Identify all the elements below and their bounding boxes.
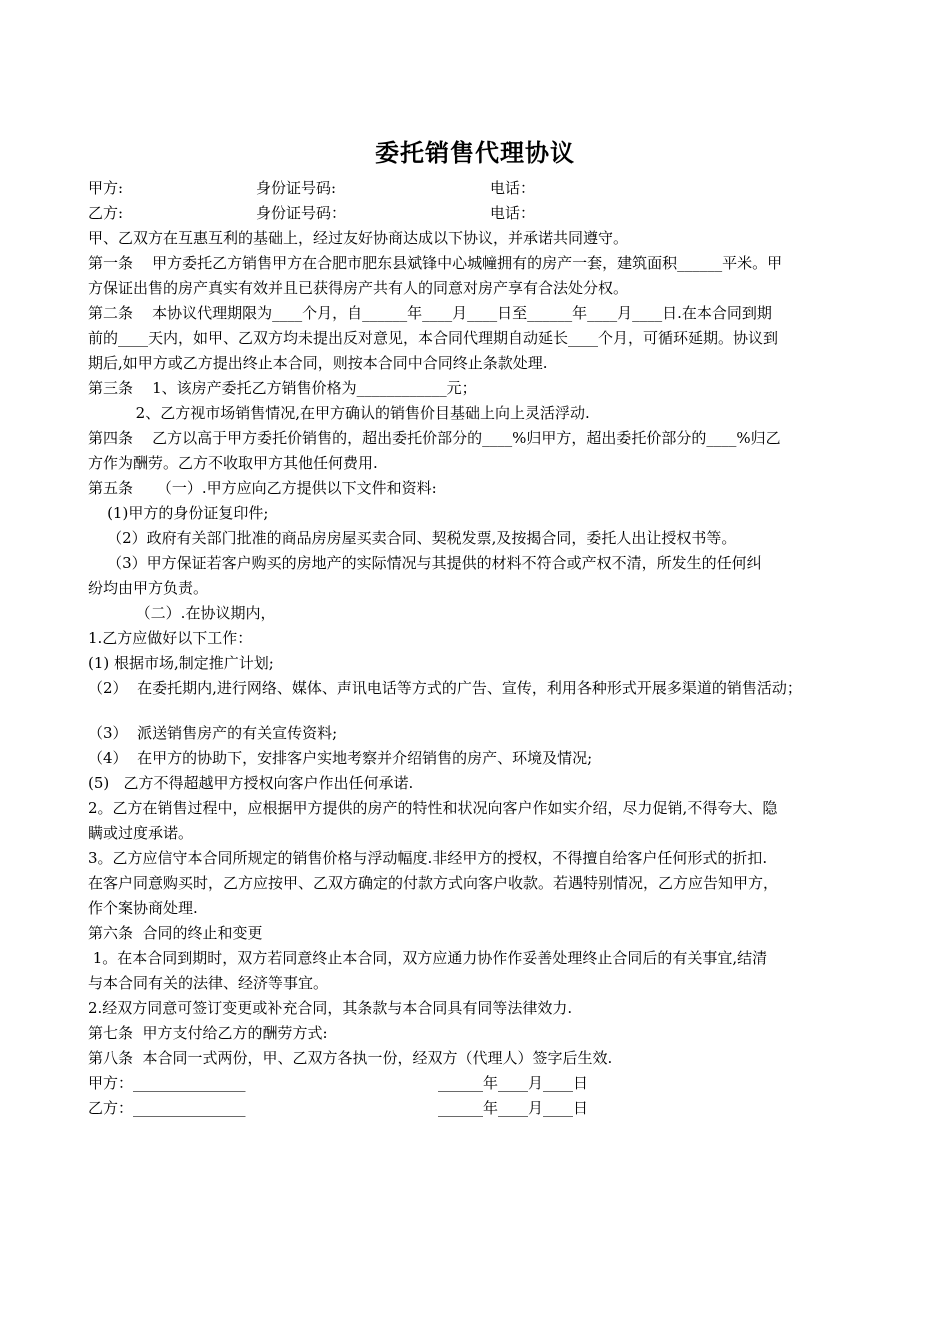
signature-date-a: ______年____月____日 [438,1074,589,1092]
document-title: 委托销售代理协议 [375,138,575,167]
article-5-section-2-heading: （二）.在协议期内， [88,604,276,622]
article-6-heading: 第六条 合同的终止和变更 [88,924,263,942]
duty-1-heading: 1.乙方应做好以下工作： [88,629,253,647]
duty-3-line-2: 在客户同意购买时，乙方应按甲、乙双方确定的付款方式向客户收款。若遇特别情况，乙方应告知甲方， [88,874,779,892]
duty-1-item-4: （4） 在甲方的协助下，安排客户实地考察并介绍销售的房产、环境及情况; [88,749,593,767]
article-8: 第八条 本合同一式两份，甲、乙双方各执一份，经双方（代理人）签字后生效. [88,1049,613,1067]
duty-2-line-1: 2。乙方在销售过程中，应根据甲方提供的房产的特性和状况向客户作如实介绍，尽力促销,不得夸大、隐 [88,799,778,817]
duty-3-line-3: 作个案协商处理. [88,899,198,917]
party-a-phone-label: 电话： [490,179,536,197]
party-a-label: 甲方: [88,179,124,197]
duty-3-line-1: 3。乙方应信守本合同所规定的销售价格与浮动幅度.非经甲方的授权，不得擅自给客户任何形式的折扣. [88,849,768,867]
article-5-item-3-line-2: 纷均由甲方负责。 [88,579,209,597]
party-b-label: 乙方: [88,204,124,222]
signature-party-a: 甲方：_______________ [88,1074,246,1092]
article-2-line-1: 第二条 本协议代理期限为____个月，自______年____月____日至______年____月____日.在本合同到期 [88,304,772,322]
article-6-item-1-line-1: 1。在本合同到期时，双方若同意终止本合同，双方应通力协作作妥善处理终止合同后的有关事宜,结清 [88,949,768,967]
duty-1-item-2: （2） 在委托期内,进行网络、媒体、声讯电话等方式的广告、宣传，利用各种形式开展多渠道的销售活动； [88,679,802,697]
article-5-item-3-line-1: （3）甲方保证若客户购买的房地产的实际情况与其提供的材料不符合或产权不清，所发生的任何纠 [88,554,762,572]
duty-1-item-5: (5) 乙方不得超越甲方授权向客户作出任何承诺. [88,774,414,792]
article-6-item-2: 2.经双方同意可签订变更或补充合同，其条款与本合同具有同等法律效力. [88,999,573,1017]
duty-1-item-3: （3） 派送销售房产的有关宣传资料; [88,724,338,742]
intro-line: 甲、乙双方在互惠互利的基础上，经过友好协商达成以下协议，并承诺共同遵守。 [88,229,629,247]
duty-1-item-1: (1) 根据市场,制定推广计划; [88,654,274,672]
article-2-line-2: 前的____天内，如甲、乙双方均未提出反对意见，本合同代理期自动延长____个月，可循环延期。协议到 [88,329,779,347]
article-4-line-2: 方作为酬劳。乙方不收取甲方其他任何费用. [88,454,378,472]
duty-2-line-2: 瞒或过度承诺。 [88,824,194,842]
article-1-line-2: 方保证出售的房产真实有效并且已获得房产共有人的同意对房产享有合法处分权。 [88,279,629,297]
article-5-heading: 第五条 （一）.甲方应向乙方提供以下文件和资料: [88,479,437,497]
party-a-id-label: 身份证号码: [256,179,337,197]
article-6-item-1-line-2: 与本合同有关的法律、经济等事宜。 [88,974,329,992]
article-5-item-2: （2）政府有关部门批准的商品房房屋买卖合同、契税发票,及按揭合同，委托人出让授权书等。 [88,529,737,547]
article-3-line-2: 2、乙方视市场销售情况,在甲方确认的销售价目基础上向上灵活浮动. [88,404,590,422]
article-5-item-1: (1)甲方的身份证复印件; [88,504,269,522]
party-b-id-label: 身份证号码： [256,204,347,222]
signature-date-b: ______年____月____日 [438,1099,589,1117]
party-b-phone-label: 电话： [490,204,536,222]
article-1-line-1: 第一条 甲方委托乙方销售甲方在合肥市肥东县斌锋中心城幢拥有的房产一套，建筑面积______平米。甲 [88,254,783,272]
article-4-line-1: 第四条 乙方以高于甲方委托价销售的，超出委托价部分的____%归甲方，超出委托价部分的____%归乙 [88,429,781,447]
signature-party-b: 乙方：_______________ [88,1099,246,1117]
article-3-line-1: 第三条 1、该房产委托乙方销售价格为____________元； [88,379,477,397]
article-2-line-3: 期后,如甲方或乙方提出终止本合同，则按本合同中合同终止条款处理. [88,354,548,372]
article-7: 第七条 甲方支付给乙方的酬劳方式: [88,1024,328,1042]
